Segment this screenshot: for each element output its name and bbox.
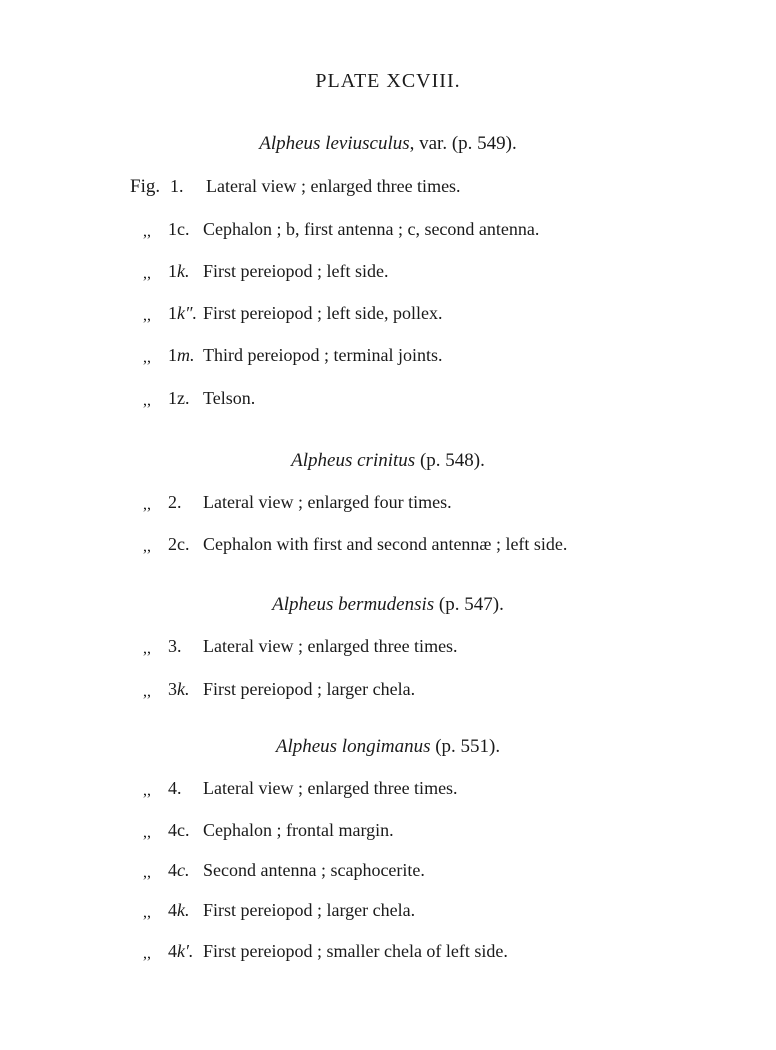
- figure-description: Cephalon ; b, first antenna ; c, second antenna.: [203, 219, 540, 239]
- ditto-mark: ,,: [143, 864, 151, 881]
- figure-number: 4k′.: [168, 941, 194, 961]
- ditto-mark: ,,: [143, 265, 151, 282]
- figure-description: Lateral view ; enlarged three times.: [203, 636, 458, 656]
- species-name: Alpheus crinitus: [291, 450, 416, 471]
- species-heading: [0, 133, 776, 155]
- figure-number: 1k″.: [168, 303, 197, 323]
- figure-number: 1z.: [168, 388, 190, 408]
- species-page-ref: (p. 547).: [434, 594, 504, 615]
- species-heading: [0, 594, 776, 616]
- ditto-mark: ,,: [143, 683, 151, 700]
- figure-number: 1c.: [168, 219, 190, 239]
- ditto-mark: ,,: [143, 307, 151, 324]
- figure-description: Third pereiopod ; terminal joints.: [203, 345, 443, 365]
- ditto-mark: ,,: [143, 945, 151, 962]
- plate-title: PLATE XCVIII.: [315, 70, 461, 92]
- figure-number: 1k.: [168, 261, 190, 281]
- ditto-mark: ,,: [143, 824, 151, 841]
- figure-number: 4c.: [168, 860, 190, 880]
- figure-number: 2.: [168, 492, 182, 512]
- figure-description: Second antenna ; scaphocerite.: [203, 860, 425, 880]
- species-name: Alpheus leviusculus: [259, 133, 410, 154]
- fig-label: Fig.: [130, 176, 161, 197]
- species-page-ref: (p. 551).: [430, 736, 501, 757]
- species-heading: [0, 736, 776, 758]
- ditto-mark: ,,: [143, 904, 151, 921]
- figure-description: Cephalon with first and second antennæ ; left side.: [203, 534, 568, 554]
- figure-description: First pereiopod ; larger chela.: [203, 679, 416, 699]
- ditto-mark: ,,: [143, 392, 151, 409]
- ditto-mark: ,,: [143, 538, 151, 555]
- figure-number: 4c.: [168, 820, 190, 840]
- figure-number: 1m.: [168, 345, 195, 365]
- species-heading: [0, 450, 776, 472]
- ditto-mark: ,,: [143, 640, 151, 657]
- figure-number: 4.: [168, 778, 182, 798]
- figure-number: 4k.: [168, 900, 190, 920]
- figure-number: 3.: [168, 636, 182, 656]
- figure-description: Cephalon ; frontal margin.: [203, 820, 394, 840]
- figure-description: First pereiopod ; larger chela.: [203, 900, 416, 920]
- figure-description: Lateral view ; enlarged three times.: [206, 176, 461, 196]
- figure-description: Lateral view ; enlarged three times.: [203, 778, 458, 798]
- figure-number: 2c.: [168, 534, 190, 554]
- ditto-mark: ,,: [143, 782, 151, 799]
- species-page-ref: , var. (p. 549).: [409, 133, 517, 154]
- figure-number: 3k.: [168, 679, 190, 699]
- ditto-mark: ,,: [143, 496, 151, 513]
- figure-number: 1.: [170, 176, 184, 196]
- species-name: Alpheus bermudensis: [272, 594, 435, 615]
- species-page-ref: (p. 548).: [415, 450, 485, 471]
- ditto-mark: ,,: [143, 223, 151, 240]
- ditto-mark: ,,: [143, 349, 151, 366]
- species-name: Alpheus longimanus: [275, 736, 431, 757]
- figure-description: First pereiopod ; left side, pollex.: [203, 303, 443, 323]
- figure-description: First pereiopod ; left side.: [203, 261, 389, 281]
- figure-description: Lateral view ; enlarged four times.: [203, 492, 452, 512]
- figure-description: Telson.: [203, 388, 256, 408]
- figure-description: First pereiopod ; smaller chela of left side.: [203, 941, 508, 961]
